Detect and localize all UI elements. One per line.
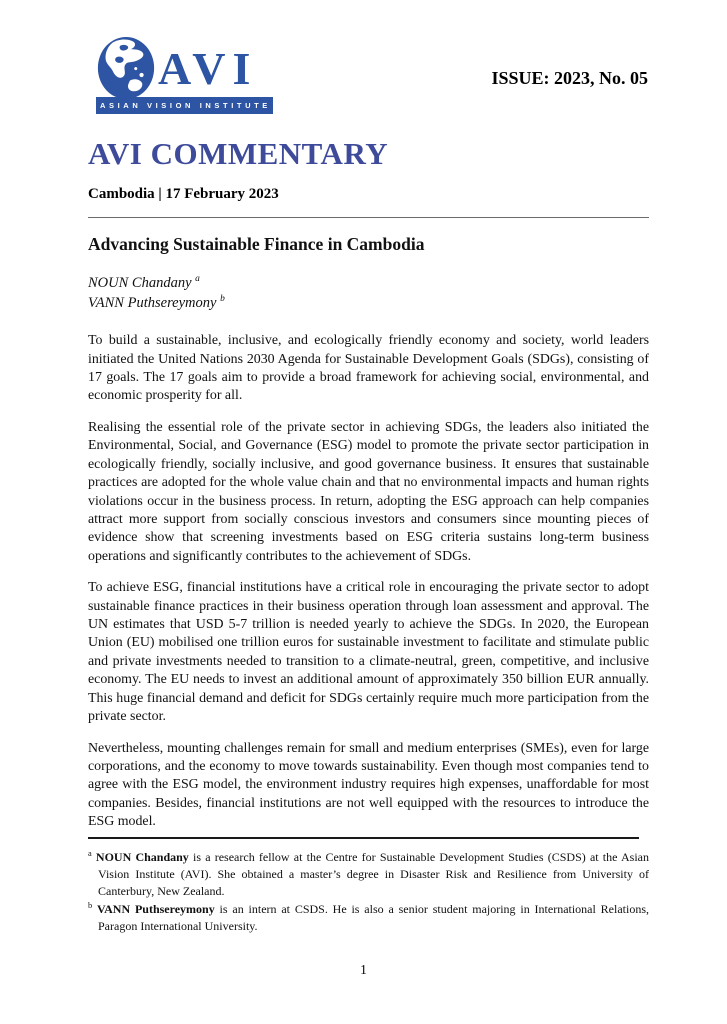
page-number: 1 <box>360 962 367 977</box>
paragraph: To achieve ESG, financial institutions have a critical role in encouraging the private sector to adopt sustainable finance practices in their business operation through loan assessment and approval. The UN estimates that USD 5-7 trillion is needed yearly to achieve the SDGs. In 2020, the European Union (EU) mobilised one trillion euros for sustainable investment to facilitate and stimulate public and private investments needed to transition to a climate-neutral, green, competitive, and inclusive economy. The EU needs to invest an additional amount of approximately 350 billion EUR annually. This huge financial demand and deficit for SDGs certainly require much more participation from the private sector. <box>88 580 649 725</box>
author-footnote-ref: a <box>195 274 200 285</box>
footnote-text: is an intern at CSDS. He is also a senior student majoring in International Relations, Paragon International University. <box>98 902 649 934</box>
logo-banner: ASIAN VISION INSTITUTE <box>96 97 273 114</box>
footnote-text: is a research fellow at the Centre for Sustainable Development Studies (CSDS) at the Asian Vision Institute (AVI). She obtained a master’s degree in Disaster Risk and Resilience from University of Canterbury, New Zealand. <box>98 850 649 899</box>
page-header <box>88 36 648 114</box>
author-list <box>88 274 649 313</box>
footnote-marker: b <box>88 901 93 911</box>
avi-logo <box>96 36 273 114</box>
author-footnote-ref: b <box>220 293 225 304</box>
author-line <box>88 274 649 294</box>
author-line <box>88 294 649 314</box>
logo-top-row <box>96 36 273 100</box>
paragraph: Realising the essential role of the private sector in achieving SDGs, the leaders also initiated the Environmental, Social, and Governance (ESG) model to promote the private sector participation in ecologically friendly, socially inclusive, and good governance business. It ensures that sustainable practices are adopted for the whole value chain and that no environmental impacts and human rights violations occur in the business process. In return, adopting the ESG approach can help companies attract more support from socially conscious investors and consumers since mounting pieces of evidence show that screening investments based on ESG criteria sustains long-term business operations and significantly contributes to the achievement of SDGs. <box>88 419 649 564</box>
article-title: Advancing Sustainable Finance in Cambodia <box>88 234 425 254</box>
author-name: VANN Puthsereymony <box>88 294 217 311</box>
footnote-divider <box>88 837 639 839</box>
dateline: Cambodia | 17 February 2023 <box>88 186 279 202</box>
issue-number: ISSUE: 2023, No. 05 <box>491 68 648 88</box>
article-body <box>88 234 649 845</box>
publication-title: AVI COMMENTARY <box>88 136 389 171</box>
paragraph: To build a sustainable, inclusive, and ecologically friendly economy and society, world leaders initiated the United Nations 2030 Agenda for Sustainable Development Goals (SDGs), consisting of 17 goals. The 17 goals aim to provide a broad framework for achieving social, environmental, and economic prosperity for all. <box>88 333 649 404</box>
logo-acronym: AVI <box>158 43 258 94</box>
footnote-marker: a <box>88 849 92 858</box>
header-divider <box>88 217 649 218</box>
footnote-author-name: VANN Puthsereymony <box>97 902 215 917</box>
footnote <box>88 849 649 900</box>
author-name: NOUN Chandany <box>88 275 192 291</box>
footnote <box>88 901 649 935</box>
paragraph: Nevertheless, mounting challenges remain for small and medium enterprises (SMEs), even for large corporations, and the economy to move towards sustainability. Even though most companies tend to agree with the ESG model, the environment industry requires high expenses, unaffordable for most companies. Besides, financial institutions are not well equipped with the resources to introduce the ESG model. <box>88 740 649 830</box>
footnote-author-name: NOUN Chandany <box>95 850 189 864</box>
masthead <box>88 136 648 203</box>
globe-icon <box>96 36 156 100</box>
footnotes-section <box>88 837 649 936</box>
